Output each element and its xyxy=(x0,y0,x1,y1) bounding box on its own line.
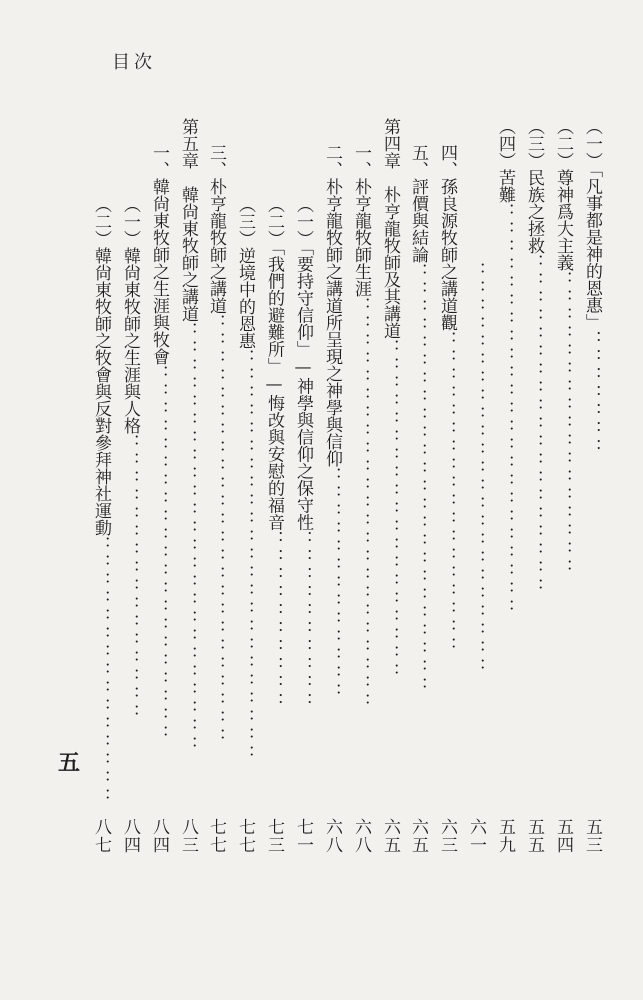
toc-entry xyxy=(262,196,286,711)
page-number: 六八 xyxy=(351,818,371,854)
toc-entry xyxy=(233,196,257,763)
toc-entry xyxy=(320,144,344,701)
toc-entry xyxy=(551,118,575,577)
toc-entry-title: 三、朴亨龍牧師之講道 xyxy=(206,144,226,314)
page-number: 六三 xyxy=(437,818,457,854)
leader-dots: ：：：：：：：：：：：：：：： xyxy=(91,536,111,806)
toc-entry-title: 二、朴亨龍牧師之講道所呈現之神學與信仰 xyxy=(322,144,342,467)
page-number: 八七 xyxy=(91,818,111,854)
leader-dots: ：：：：：：：：：：：：：：：：：：： xyxy=(380,339,400,681)
toc-entry xyxy=(493,118,517,617)
toc-entry-title: （一）「凡事都是神的恩惠」 xyxy=(582,118,602,331)
running-header: 目次 xyxy=(112,52,156,73)
leader-dots: ：：：：：：：：：：：：： xyxy=(322,467,342,701)
toc-entry-title: 一、朴亨龍牧師生涯 xyxy=(351,144,371,297)
toc-entry xyxy=(580,118,604,457)
page-number: 八四 xyxy=(149,818,169,854)
toc-entry xyxy=(89,196,113,806)
toc-entry-title: （三）民族之拯救 xyxy=(524,118,544,254)
page-number: 五三 xyxy=(582,818,602,854)
toc-entry xyxy=(522,118,546,596)
page-number: 五四 xyxy=(553,818,573,854)
page-number: 六一 xyxy=(466,818,486,854)
toc-entry-title: 第四章 朴亨龍牧師及其講道 xyxy=(380,118,400,339)
page-number: 六八 xyxy=(322,818,342,854)
toc-entry-title: 第五章 韓尙東牧師之講道 xyxy=(178,118,198,322)
leader-dots: ：：：：：：：：：： xyxy=(293,530,313,711)
toc-entry-title: 五、評價與結論 xyxy=(408,144,428,263)
toc-entry xyxy=(176,118,200,754)
toc-entry-title: （一）韓尙東牧師之生涯與人格 xyxy=(120,196,140,434)
toc-entry-title: （二）韓尙東牧師之牧會與反對參拜神社運動 xyxy=(91,196,111,536)
toc-entry-title: （一）「要持守信仰」—神學與信仰之保守性 xyxy=(293,196,313,531)
page-number: 七七 xyxy=(206,818,226,854)
toc-entry-title: 四、孫良源牧師之講道觀 xyxy=(437,144,457,331)
leader-dots: ：：：：：：：：：：：：：：：：： xyxy=(553,271,573,577)
page-number: 五五 xyxy=(524,818,544,854)
leader-dots: ：：：：：：：：：： xyxy=(264,530,284,711)
toc-entry-title: （二）「我們的避難所」—悔改與安慰的福音 xyxy=(264,196,284,531)
toc-entry-title: （四）苦難 xyxy=(495,118,515,203)
page-number: 七一 xyxy=(293,818,313,854)
toc-entry-title: （二）尊神爲大主義 xyxy=(553,118,573,271)
leader-dots: ：：：：：：：：：：：：：：：： xyxy=(120,434,140,722)
page-number: 六五 xyxy=(408,818,428,854)
toc-entry-title: 一、韓尙東牧師之生涯與牧會 xyxy=(149,144,169,365)
toc-entry xyxy=(118,196,142,722)
page-number: 五九 xyxy=(495,818,515,854)
toc-entry xyxy=(464,262,488,676)
page-number: 七三 xyxy=(264,818,284,854)
leader-dots: ：：：：：：：：：：：：：：：：：：：：：：： xyxy=(235,349,255,763)
leader-dots: ：：：：：：：：：：：：：：：：：：：：：：：： xyxy=(408,263,428,695)
toc-entry xyxy=(204,144,228,746)
leader-dots: ：：：：：：：：：：：：：：：：：：：：：：：： xyxy=(178,322,198,754)
toc-entry xyxy=(435,144,459,655)
page-number: 八三 xyxy=(178,818,198,854)
page-number: 八四 xyxy=(120,818,140,854)
leader-dots: ：：：：：：：：：：：：：：：：：： xyxy=(437,331,457,655)
leader-dots: ：：：：：：：：：：：：：：：：：：：：：：： xyxy=(351,297,371,711)
leader-dots: ：：：：：：：：：：：：：：：：：：：：：：： xyxy=(466,262,486,676)
leader-dots: ：：：：：：：：：：：：：：：：：：：：：：： xyxy=(495,203,515,617)
toc-entry xyxy=(291,196,315,711)
leader-dots: ：：：：：：：：：：：：：：：：：：：：：：：： xyxy=(206,314,226,746)
toc-entry xyxy=(378,118,402,681)
leader-dots: ：：：：：：： xyxy=(582,330,602,457)
toc-entry xyxy=(349,144,373,711)
page-number: 六五 xyxy=(380,818,400,854)
page-number: 七七 xyxy=(235,818,255,854)
toc-entry xyxy=(406,144,430,695)
toc-entry xyxy=(147,144,171,743)
folio-page-number: 五 xyxy=(58,750,81,776)
leader-dots: ：：：：：：：：：：：：：：：：：：： xyxy=(524,254,544,596)
leader-dots: ：：：：：：：：：：：：：：：：：：：：： xyxy=(149,365,169,743)
toc-entry-title: （三）逆境中的恩惠 xyxy=(235,196,255,349)
